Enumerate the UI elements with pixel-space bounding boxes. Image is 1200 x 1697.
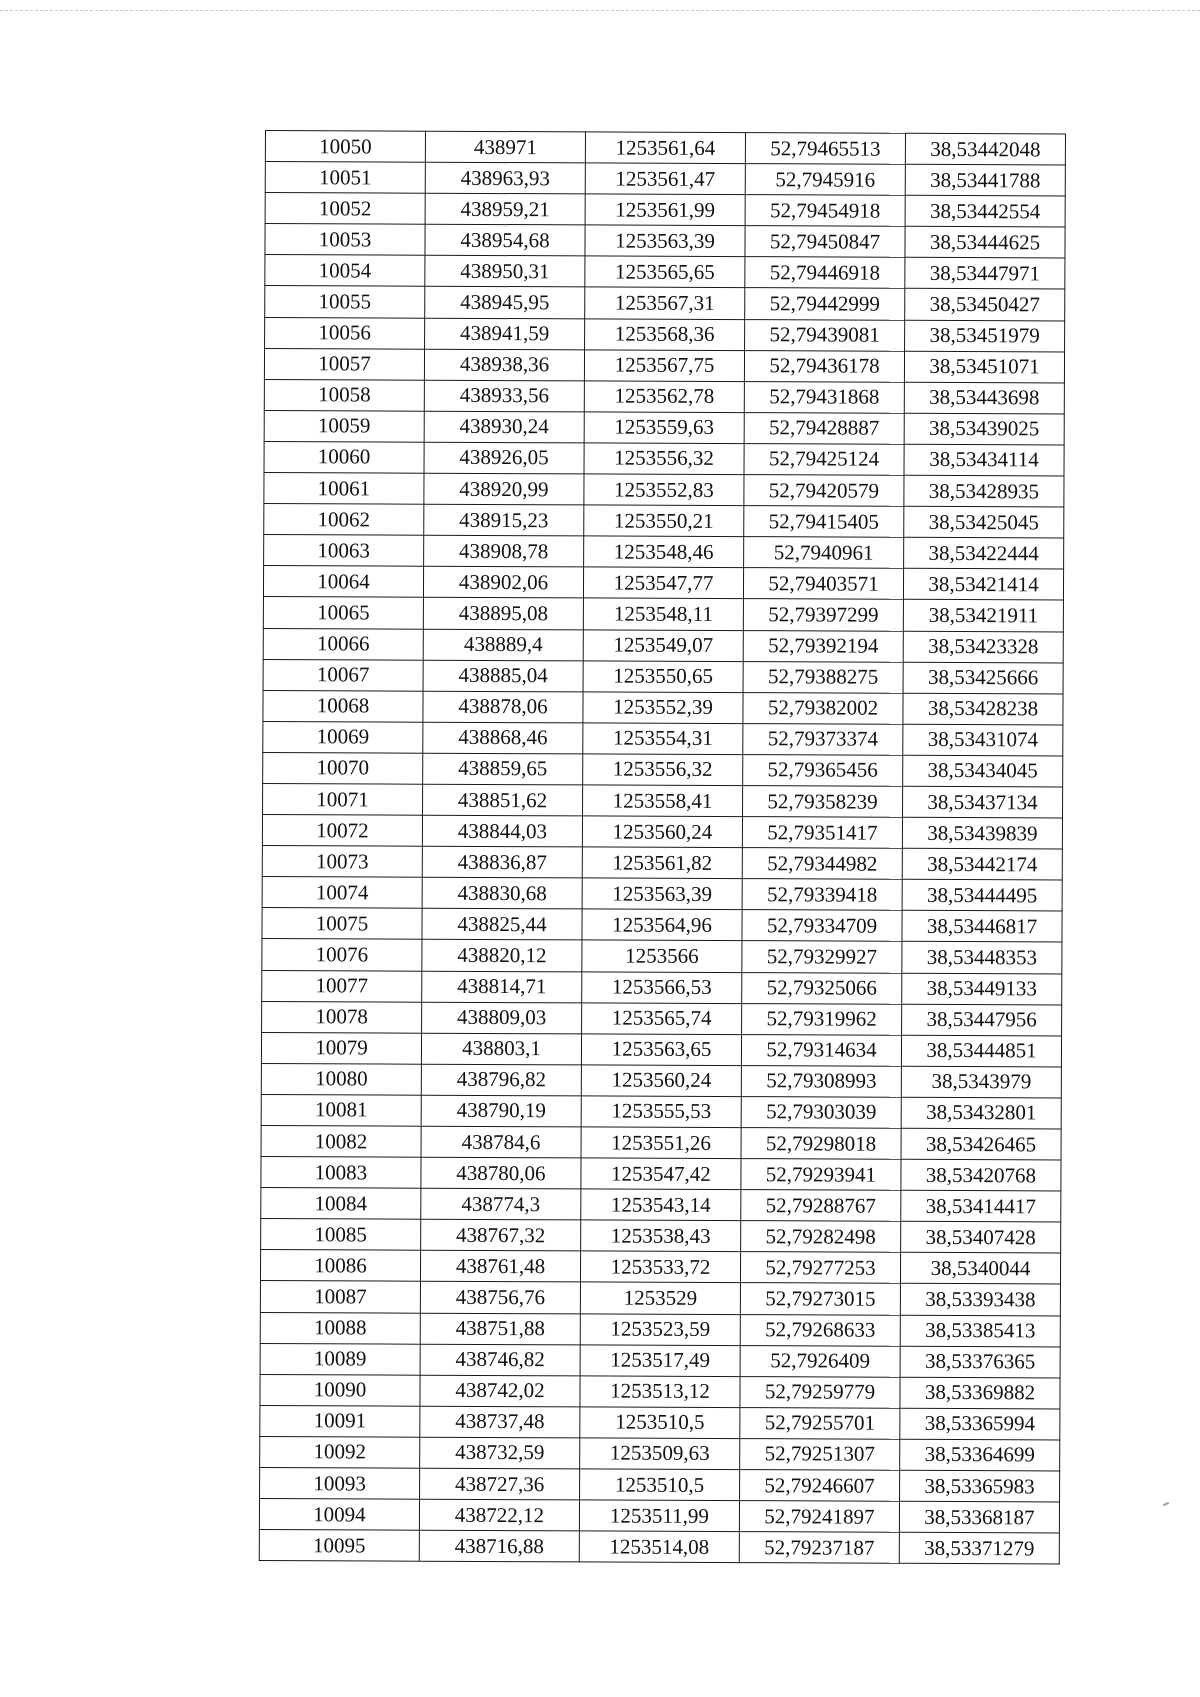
- table-row: [262, 877, 1062, 912]
- table-row: [262, 908, 1062, 943]
- longitude-cell: 38,53442174: [902, 848, 1062, 880]
- latitude-cell: 52,79298018: [741, 1128, 901, 1160]
- y-coordinate-cell: 1253562,78: [584, 381, 744, 413]
- y-coordinate-cell: 1253555,53: [581, 1096, 741, 1128]
- x-coordinate-cell: 438784,6: [421, 1126, 581, 1158]
- table-row: [260, 1436, 1060, 1471]
- longitude-cell: 38,53385413: [900, 1315, 1060, 1347]
- latitude-cell: 52,79334709: [742, 910, 902, 942]
- y-coordinate-cell: 1253550,65: [583, 660, 743, 692]
- point-number-cell: 10057: [264, 348, 424, 380]
- point-number-cell: 10065: [263, 597, 423, 629]
- table-row: [264, 379, 1064, 414]
- longitude-cell: 38,53364699: [900, 1439, 1060, 1471]
- y-coordinate-cell: 1253551,26: [581, 1127, 741, 1159]
- longitude-cell: 38,53442554: [905, 195, 1065, 227]
- latitude-cell: 52,79450847: [745, 226, 905, 258]
- y-coordinate-cell: 1253556,32: [583, 754, 743, 786]
- y-coordinate-cell: 1253561,82: [582, 847, 742, 879]
- table-row: [262, 1001, 1062, 1036]
- latitude-cell: 52,79382002: [743, 692, 903, 724]
- y-coordinate-cell: 1253560,24: [582, 816, 742, 848]
- longitude-cell: 38,53447971: [905, 258, 1065, 290]
- x-coordinate-cell: 438836,87: [422, 846, 582, 878]
- latitude-cell: 52,79465513: [745, 133, 905, 165]
- y-coordinate-cell: 1253510,5: [580, 1469, 740, 1501]
- x-coordinate-cell: 438825,44: [422, 909, 582, 941]
- x-coordinate-cell: 438790,19: [421, 1095, 581, 1127]
- x-coordinate-cell: 438938,36: [424, 349, 584, 381]
- table-row: [263, 566, 1063, 601]
- latitude-cell: 52,79246607: [740, 1470, 900, 1502]
- latitude-cell: 52,79446918: [745, 257, 905, 289]
- x-coordinate-cell: 438915,23: [424, 504, 584, 536]
- latitude-cell: 52,79329927: [742, 941, 902, 973]
- point-number-cell: 10078: [262, 1001, 422, 1033]
- x-coordinate-cell: 438780,06: [421, 1157, 581, 1189]
- x-coordinate-cell: 438803,1: [421, 1033, 581, 1065]
- y-coordinate-cell: 1253509,63: [580, 1438, 740, 1470]
- table-row: [260, 1405, 1060, 1440]
- latitude-cell: 52,79428887: [744, 412, 904, 444]
- longitude-cell: 38,53444851: [901, 1035, 1061, 1067]
- point-number-cell: 10055: [265, 286, 425, 318]
- longitude-cell: 38,5340044: [900, 1253, 1060, 1285]
- table-row: [265, 224, 1065, 259]
- latitude-cell: 52,79420579: [744, 475, 904, 507]
- latitude-cell: 52,79268633: [740, 1314, 900, 1346]
- table-row: [261, 1125, 1061, 1160]
- longitude-cell: 38,53428935: [904, 475, 1064, 507]
- y-coordinate-cell: 1253517,49: [580, 1345, 740, 1377]
- point-number-cell: 10058: [264, 379, 424, 411]
- x-coordinate-cell: 438908,78: [424, 535, 584, 567]
- point-number-cell: 10086: [260, 1250, 420, 1282]
- x-coordinate-cell: 438971: [425, 131, 585, 163]
- latitude-cell: 52,79314634: [741, 1034, 901, 1066]
- longitude-cell: 38,53425666: [903, 662, 1063, 694]
- longitude-cell: 38,53432801: [901, 1097, 1061, 1129]
- latitude-cell: 52,79373374: [743, 723, 903, 755]
- longitude-cell: 38,53434045: [903, 755, 1063, 787]
- x-coordinate-cell: 438859,65: [423, 753, 583, 785]
- x-coordinate-cell: 438941,59: [425, 318, 585, 350]
- table-row: [265, 131, 1065, 166]
- point-number-cell: 10079: [261, 1032, 421, 1064]
- latitude-cell: 52,79259779: [740, 1376, 900, 1408]
- latitude-cell: 52,79308993: [741, 1065, 901, 1097]
- y-coordinate-cell: 1253549,07: [583, 629, 743, 661]
- scan-speck-mark: [1163, 1502, 1169, 1506]
- y-coordinate-cell: 1253561,99: [585, 194, 745, 226]
- scan-edge-line: [0, 10, 1200, 11]
- point-number-cell: 10062: [264, 504, 424, 536]
- latitude-cell: 52,79431868: [744, 381, 904, 413]
- x-coordinate-cell: 438732,59: [420, 1437, 580, 1469]
- y-coordinate-cell: 1253538,43: [581, 1220, 741, 1252]
- longitude-cell: 38,53369882: [900, 1377, 1060, 1409]
- x-coordinate-cell: 438746,82: [420, 1344, 580, 1376]
- table-row: [260, 1250, 1060, 1285]
- y-coordinate-cell: 1253563,65: [581, 1034, 741, 1066]
- table-row: [263, 752, 1063, 787]
- point-number-cell: 10068: [263, 690, 423, 722]
- latitude-cell: 52,79436178: [744, 350, 904, 382]
- table-row: [263, 597, 1063, 632]
- point-number-cell: 10054: [265, 255, 425, 287]
- table-row: [260, 1343, 1060, 1378]
- x-coordinate-cell: 438933,56: [424, 380, 584, 412]
- x-coordinate-cell: 438895,08: [423, 598, 583, 630]
- longitude-cell: 38,53431074: [903, 724, 1063, 756]
- point-number-cell: 10085: [261, 1219, 421, 1251]
- y-coordinate-cell: 1253547,77: [583, 567, 743, 599]
- y-coordinate-cell: 1253510,5: [580, 1407, 740, 1439]
- longitude-cell: 38,5343979: [901, 1066, 1061, 1098]
- x-coordinate-cell: 438930,24: [424, 411, 584, 443]
- x-coordinate-cell: 438756,76: [420, 1282, 580, 1314]
- y-coordinate-cell: 1253567,31: [585, 287, 745, 319]
- table-row: [262, 815, 1062, 850]
- point-number-cell: 10070: [263, 752, 423, 784]
- point-number-cell: 10094: [259, 1499, 419, 1531]
- y-coordinate-cell: 1253561,47: [585, 163, 745, 195]
- x-coordinate-cell: 438959,21: [425, 193, 585, 225]
- y-coordinate-cell: 1253552,83: [584, 474, 744, 506]
- y-coordinate-cell: 1253547,42: [581, 1158, 741, 1190]
- x-coordinate-cell: 438885,04: [423, 660, 583, 692]
- longitude-cell: 38,53444495: [902, 880, 1062, 912]
- latitude-cell: 52,79255701: [740, 1407, 900, 1439]
- latitude-cell: 52,79454918: [745, 195, 905, 227]
- point-number-cell: 10073: [262, 846, 422, 878]
- longitude-cell: 38,53420768: [901, 1159, 1061, 1191]
- point-number-cell: 10087: [260, 1281, 420, 1313]
- y-coordinate-cell: 1253566,53: [582, 971, 742, 1003]
- table-row: [265, 317, 1065, 352]
- point-number-cell: 10082: [261, 1125, 421, 1157]
- table-row: [264, 441, 1064, 476]
- point-number-cell: 10095: [259, 1530, 419, 1562]
- y-coordinate-cell: 1253550,21: [584, 505, 744, 537]
- point-number-cell: 10064: [263, 566, 423, 598]
- y-coordinate-cell: 1253533,72: [580, 1251, 740, 1283]
- longitude-cell: 38,53434114: [904, 444, 1064, 476]
- latitude-cell: 52,79237187: [739, 1532, 899, 1564]
- latitude-cell: 52,79293941: [741, 1159, 901, 1191]
- latitude-cell: 52,79282498: [741, 1221, 901, 1253]
- longitude-cell: 38,53414417: [901, 1190, 1061, 1222]
- table-row: [261, 1219, 1061, 1254]
- point-number-cell: 10051: [265, 162, 425, 194]
- point-number-cell: 10089: [260, 1343, 420, 1375]
- longitude-cell: 38,53422444: [904, 538, 1064, 570]
- longitude-cell: 38,53443698: [904, 382, 1064, 414]
- x-coordinate-cell: 438742,02: [420, 1375, 580, 1407]
- x-coordinate-cell: 438950,31: [425, 256, 585, 288]
- latitude-cell: 52,79288767: [741, 1190, 901, 1222]
- table-row: [265, 255, 1065, 290]
- x-coordinate-cell: 438796,82: [421, 1064, 581, 1096]
- longitude-cell: 38,53439839: [902, 817, 1062, 849]
- table-row: [264, 504, 1064, 539]
- point-number-cell: 10072: [262, 815, 422, 847]
- table-row: [264, 410, 1064, 445]
- longitude-cell: 38,53451071: [904, 351, 1064, 383]
- x-coordinate-cell: 438945,95: [425, 287, 585, 319]
- point-number-cell: 10084: [261, 1188, 421, 1220]
- table-row: [265, 193, 1065, 228]
- latitude-cell: 52,79442999: [745, 288, 905, 320]
- table-row: [264, 348, 1064, 383]
- y-coordinate-cell: 1253558,41: [583, 785, 743, 817]
- y-coordinate-cell: 1253556,32: [584, 443, 744, 475]
- table-row: [262, 939, 1062, 974]
- y-coordinate-cell: 1253567,75: [584, 350, 744, 382]
- latitude-cell: 52,79319962: [742, 1003, 902, 1035]
- table-row: [259, 1530, 1059, 1565]
- longitude-cell: 38,53425045: [904, 506, 1064, 538]
- x-coordinate-cell: 438820,12: [422, 940, 582, 972]
- point-number-cell: 10080: [261, 1063, 421, 1095]
- table-row: [262, 846, 1062, 881]
- x-coordinate-cell: 438737,48: [420, 1406, 580, 1438]
- longitude-cell: 38,53451979: [905, 320, 1065, 352]
- point-number-cell: 10075: [262, 908, 422, 940]
- latitude-cell: 52,79358239: [743, 786, 903, 818]
- point-number-cell: 10061: [264, 473, 424, 505]
- x-coordinate-cell: 438814,71: [422, 971, 582, 1003]
- table-row: [260, 1468, 1060, 1503]
- latitude-cell: 52,79388275: [743, 661, 903, 693]
- point-number-cell: 10063: [264, 535, 424, 567]
- longitude-cell: 38,53371279: [899, 1533, 1059, 1565]
- table-row: [263, 721, 1063, 756]
- x-coordinate-cell: 438954,68: [425, 224, 585, 256]
- y-coordinate-cell: 1253565,65: [585, 256, 745, 288]
- x-coordinate-cell: 438716,88: [419, 1530, 579, 1562]
- longitude-cell: 38,53421911: [903, 600, 1063, 632]
- latitude-cell: 52,79351417: [742, 817, 902, 849]
- x-coordinate-cell: 438809,03: [422, 1002, 582, 1034]
- table-row: [261, 1188, 1061, 1223]
- y-coordinate-cell: 1253548,46: [584, 536, 744, 568]
- table-row: [260, 1374, 1060, 1409]
- latitude-cell: 52,7945916: [745, 164, 905, 196]
- x-coordinate-cell: 438889,4: [423, 629, 583, 661]
- latitude-cell: 52,79425124: [744, 444, 904, 476]
- x-coordinate-cell: 438722,12: [419, 1499, 579, 1531]
- longitude-cell: 38,53393438: [900, 1284, 1060, 1316]
- longitude-cell: 38,53441788: [905, 164, 1065, 196]
- point-number-cell: 10067: [263, 659, 423, 691]
- table-row: [259, 1499, 1059, 1534]
- table-row: [261, 1063, 1061, 1098]
- y-coordinate-cell: 1253511,99: [579, 1500, 739, 1532]
- longitude-cell: 38,53442048: [905, 133, 1065, 165]
- x-coordinate-cell: 438830,68: [422, 877, 582, 909]
- point-number-cell: 10090: [260, 1374, 420, 1406]
- longitude-cell: 38,53428238: [903, 693, 1063, 725]
- table-row: [263, 690, 1063, 725]
- y-coordinate-cell: 1253529: [580, 1282, 740, 1314]
- point-number-cell: 10093: [260, 1468, 420, 1500]
- y-coordinate-cell: 1253523,59: [580, 1313, 740, 1345]
- coordinate-table: [259, 130, 1066, 1565]
- latitude-cell: 52,79273015: [740, 1283, 900, 1315]
- x-coordinate-cell: 438727,36: [420, 1468, 580, 1500]
- y-coordinate-cell: 1253559,63: [584, 412, 744, 444]
- x-coordinate-cell: 438920,99: [424, 473, 584, 505]
- y-coordinate-cell: 1253552,39: [583, 692, 743, 724]
- latitude-cell: 52,79251307: [740, 1439, 900, 1471]
- point-number-cell: 10081: [261, 1094, 421, 1126]
- longitude-cell: 38,53439025: [904, 413, 1064, 445]
- table-row: [261, 1094, 1061, 1129]
- longitude-cell: 38,53421414: [903, 569, 1063, 601]
- x-coordinate-cell: 438751,88: [420, 1313, 580, 1345]
- point-number-cell: 10076: [262, 939, 422, 971]
- y-coordinate-cell: 1253566: [582, 940, 742, 972]
- x-coordinate-cell: 438774,3: [421, 1188, 581, 1220]
- table-row: [260, 1281, 1060, 1316]
- latitude-cell: 52,79303039: [741, 1096, 901, 1128]
- y-coordinate-cell: 1253563,39: [582, 878, 742, 910]
- y-coordinate-cell: 1253513,12: [580, 1376, 740, 1408]
- point-number-cell: 10060: [264, 441, 424, 473]
- point-number-cell: 10059: [264, 410, 424, 442]
- y-coordinate-cell: 1253563,39: [585, 225, 745, 257]
- latitude-cell: 52,79415405: [744, 506, 904, 538]
- point-number-cell: 10071: [263, 783, 423, 815]
- table-row: [263, 783, 1063, 818]
- table-row: [263, 659, 1063, 694]
- latitude-cell: 52,79365456: [743, 754, 903, 786]
- point-number-cell: 10074: [262, 877, 422, 909]
- point-number-cell: 10050: [265, 131, 425, 163]
- longitude-cell: 38,53446817: [902, 911, 1062, 943]
- point-number-cell: 10056: [265, 317, 425, 349]
- longitude-cell: 38,53423328: [903, 631, 1063, 663]
- longitude-cell: 38,53426465: [901, 1128, 1061, 1160]
- longitude-cell: 38,53437134: [903, 786, 1063, 818]
- point-number-cell: 10092: [260, 1436, 420, 1468]
- x-coordinate-cell: 438868,46: [423, 722, 583, 754]
- x-coordinate-cell: 438902,06: [423, 567, 583, 599]
- longitude-cell: 38,53368187: [899, 1501, 1059, 1533]
- longitude-cell: 38,53450427: [905, 289, 1065, 321]
- point-number-cell: 10083: [261, 1157, 421, 1189]
- table-row: [264, 473, 1064, 508]
- x-coordinate-cell: 438761,48: [420, 1251, 580, 1283]
- longitude-cell: 38,53447956: [902, 1004, 1062, 1036]
- latitude-cell: 52,7926409: [740, 1345, 900, 1377]
- longitude-cell: 38,53376365: [900, 1346, 1060, 1378]
- latitude-cell: 52,79325066: [742, 972, 902, 1004]
- latitude-cell: 52,79241897: [739, 1501, 899, 1533]
- x-coordinate-cell: 438926,05: [424, 442, 584, 474]
- longitude-cell: 38,53365983: [900, 1470, 1060, 1502]
- longitude-cell: 38,53444625: [905, 227, 1065, 259]
- table-row: [260, 1312, 1060, 1347]
- point-number-cell: 10091: [260, 1405, 420, 1437]
- latitude-cell: 52,79277253: [740, 1252, 900, 1284]
- table-row: [261, 1157, 1061, 1192]
- y-coordinate-cell: 1253568,36: [585, 318, 745, 350]
- table-row: [264, 535, 1064, 570]
- y-coordinate-cell: 1253561,64: [585, 132, 745, 164]
- y-coordinate-cell: 1253548,11: [583, 598, 743, 630]
- y-coordinate-cell: 1253560,24: [581, 1065, 741, 1097]
- table-row: [265, 162, 1065, 197]
- table-row: [261, 1032, 1061, 1067]
- y-coordinate-cell: 1253514,08: [579, 1531, 739, 1563]
- latitude-cell: 52,79339418: [742, 879, 902, 911]
- latitude-cell: 52,79392194: [743, 630, 903, 662]
- coordinate-table-body: [259, 131, 1065, 1565]
- point-number-cell: 10088: [260, 1312, 420, 1344]
- point-number-cell: 10053: [265, 224, 425, 256]
- y-coordinate-cell: 1253564,96: [582, 909, 742, 941]
- x-coordinate-cell: 438767,32: [421, 1219, 581, 1251]
- latitude-cell: 52,79403571: [743, 568, 903, 600]
- point-number-cell: 10069: [263, 721, 423, 753]
- point-number-cell: 10077: [262, 970, 422, 1002]
- longitude-cell: 38,53365994: [900, 1408, 1060, 1440]
- x-coordinate-cell: 438844,03: [422, 815, 582, 847]
- longitude-cell: 38,53407428: [901, 1222, 1061, 1254]
- latitude-cell: 52,79439081: [745, 319, 905, 351]
- table-row: [263, 628, 1063, 663]
- y-coordinate-cell: 1253554,31: [583, 723, 743, 755]
- point-number-cell: 10052: [265, 193, 425, 225]
- table-row: [262, 970, 1062, 1005]
- y-coordinate-cell: 1253543,14: [581, 1189, 741, 1221]
- point-number-cell: 10066: [263, 628, 423, 660]
- longitude-cell: 38,53449133: [902, 973, 1062, 1005]
- table-row: [265, 286, 1065, 321]
- x-coordinate-cell: 438963,93: [425, 162, 585, 194]
- latitude-cell: 52,79397299: [743, 599, 903, 631]
- latitude-cell: 52,7940961: [744, 537, 904, 569]
- x-coordinate-cell: 438851,62: [423, 784, 583, 816]
- x-coordinate-cell: 438878,06: [423, 691, 583, 723]
- y-coordinate-cell: 1253565,74: [582, 1003, 742, 1035]
- longitude-cell: 38,53448353: [902, 942, 1062, 974]
- latitude-cell: 52,79344982: [742, 848, 902, 880]
